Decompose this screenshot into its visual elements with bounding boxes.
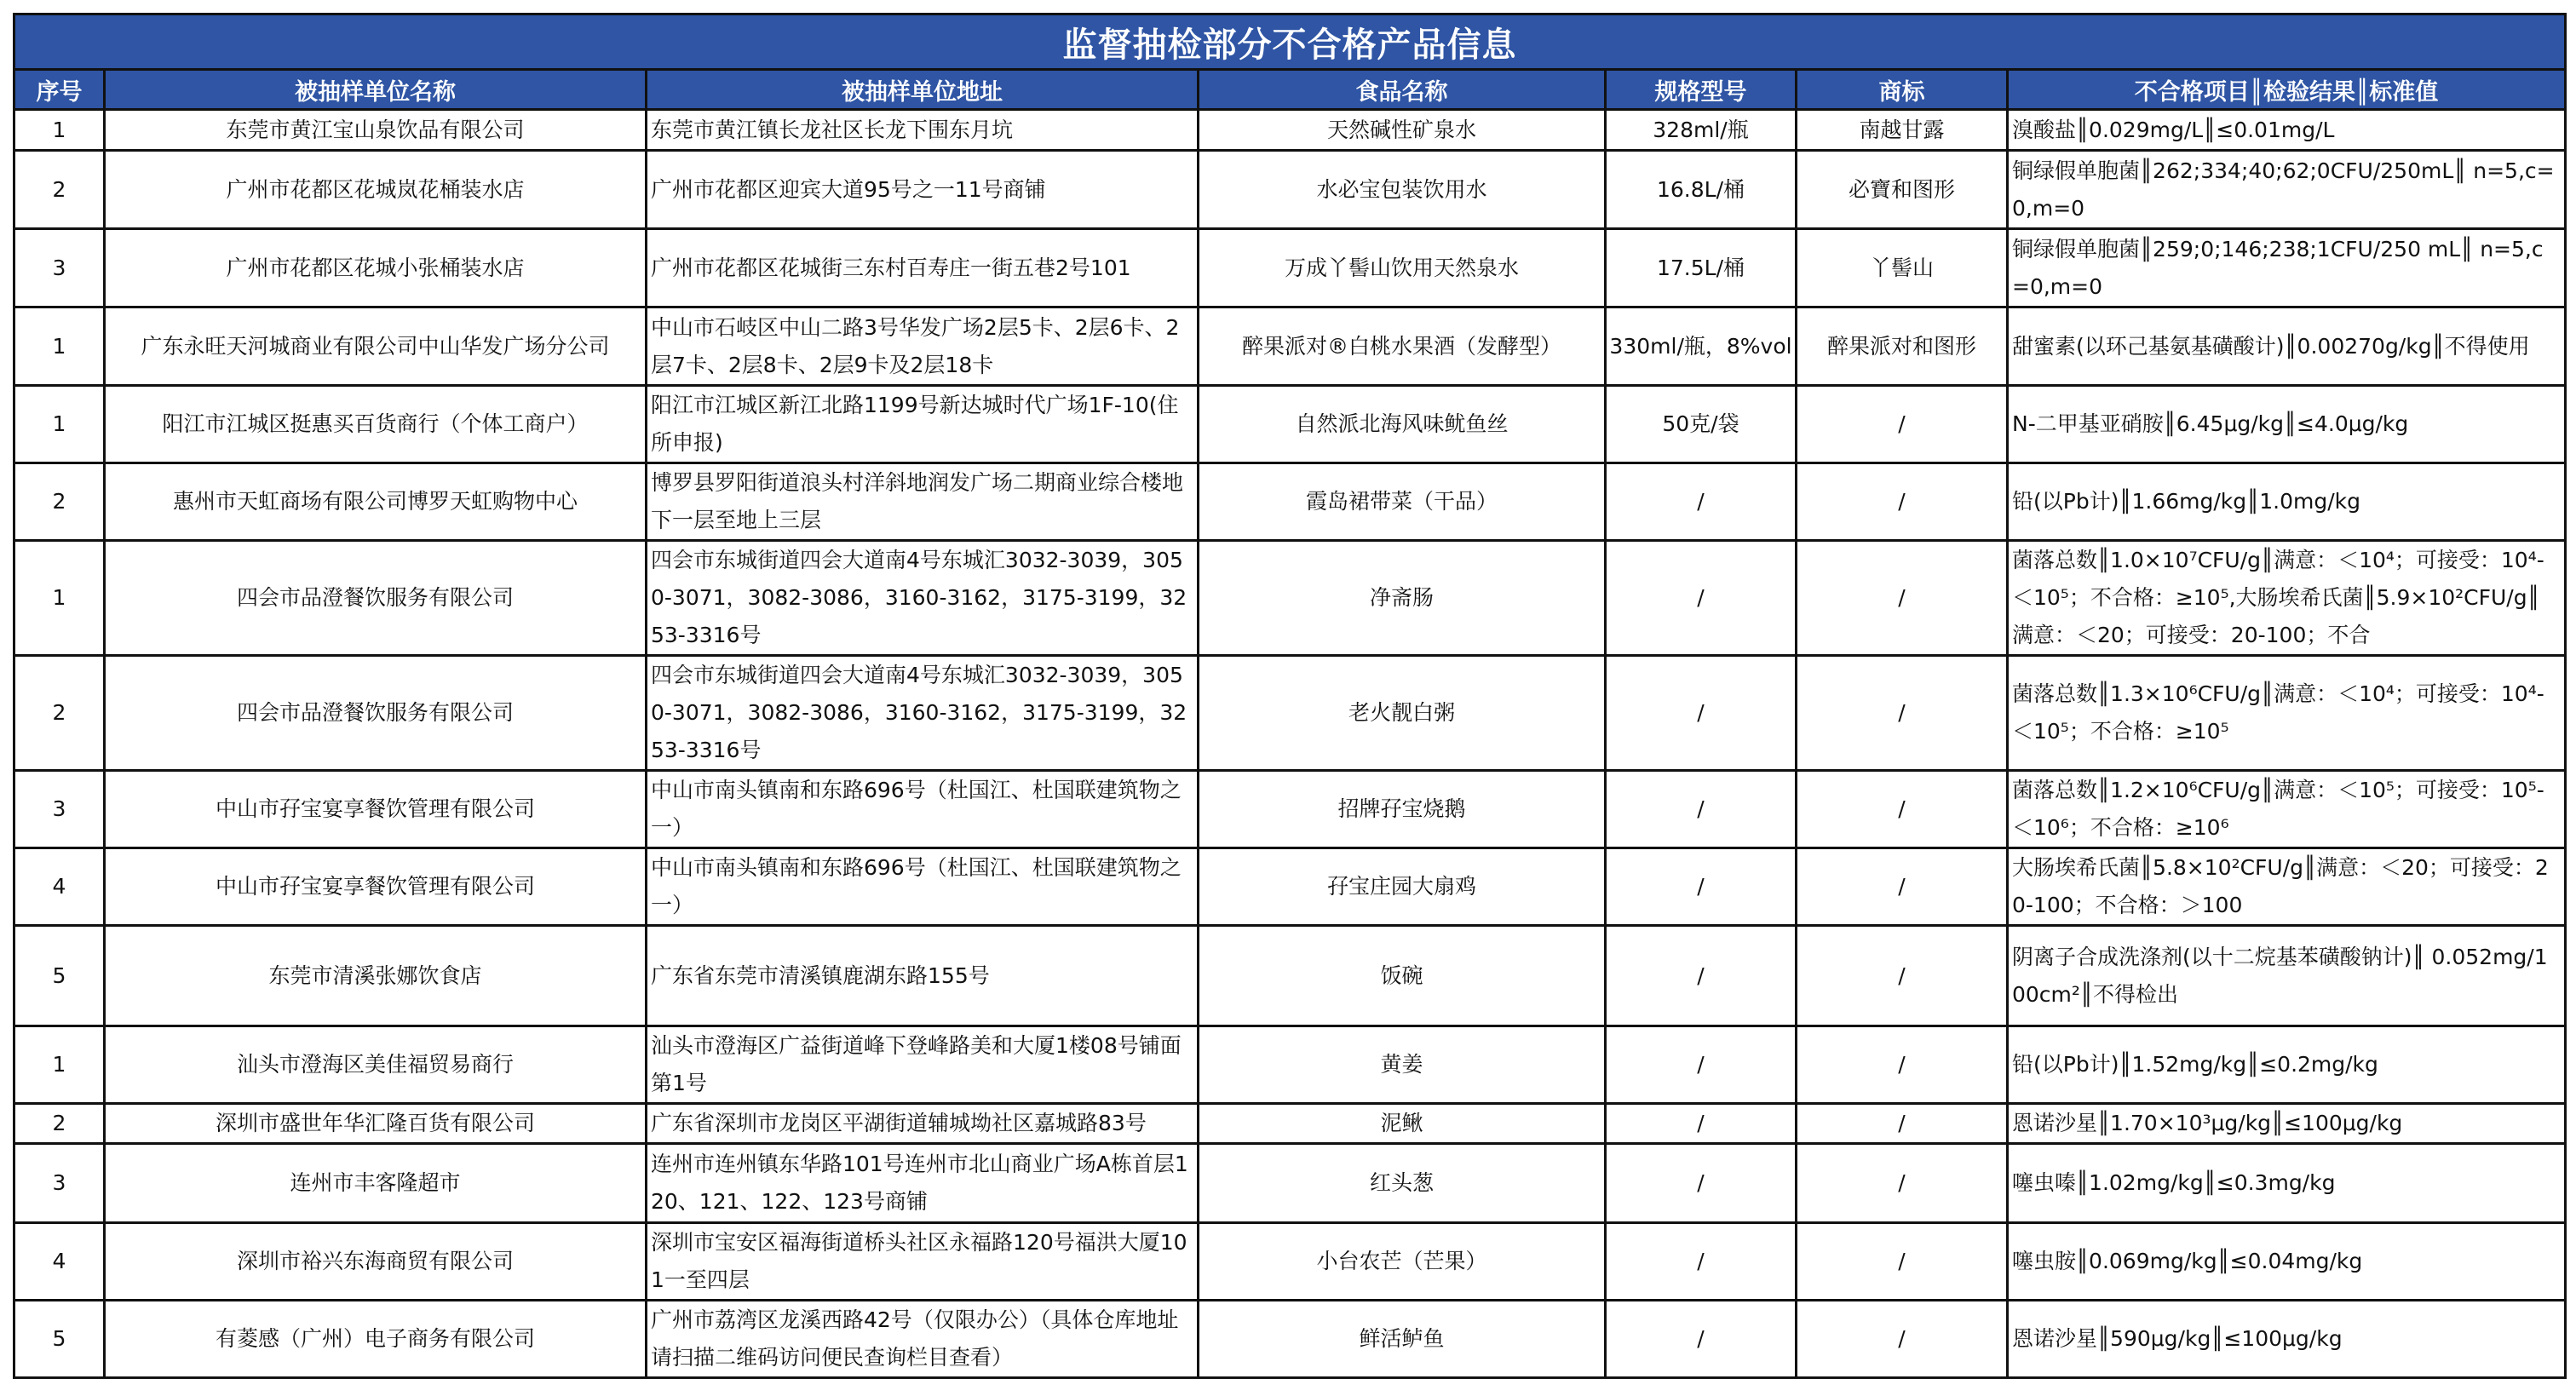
cell-text-unit_name: 阳江市江城区挺惠买百货商行（个体工商户） (162, 411, 589, 436)
table-row (14, 307, 2566, 386)
column-header-row (14, 70, 2566, 110)
cell-result (2008, 386, 2566, 463)
cell-text-food_name: 净斋肠 (1369, 585, 1434, 610)
cell-food-name (1199, 771, 1606, 848)
cell-spec (1606, 1026, 1797, 1104)
cell-result (2008, 1301, 2566, 1378)
cell-unit-address (647, 229, 1199, 307)
cell-text-spec: 330ml/瓶，8%vol (1609, 333, 1792, 359)
cell-spec (1606, 386, 1797, 463)
cell-result (2008, 1144, 2566, 1223)
cell-text-spec: / (1697, 700, 1705, 725)
cell-brand (1797, 1144, 2008, 1223)
cell-text-unit_address: 四会市东城街道四会大道南4号东城汇3032-3039，3050-3071，3082-3086，3160-3162，3175-3199，3253-3316号 (651, 548, 1187, 647)
cell-seq (14, 926, 105, 1026)
cell-spec (1606, 848, 1797, 926)
cell-text-brand: / (1898, 1111, 1906, 1135)
cell-text-brand: 南越甘露 (1859, 117, 1945, 142)
cell-text-spec: 16.8L/桶 (1656, 176, 1745, 202)
cell-spec (1606, 771, 1797, 848)
cell-text-brand: 丫髻山 (1869, 255, 1934, 280)
table-row (14, 1223, 2566, 1301)
cell-text-result: 阴离子合成洗涤剂(以十二烷基苯磺酸钠计)║ 0.052mg/100cm²║不得检出 (2012, 944, 2548, 1007)
cell-unit-address (647, 386, 1199, 463)
cell-food-name (1199, 1223, 1606, 1301)
cell-unit-name (105, 1144, 647, 1223)
cell-text-brand: / (1898, 411, 1906, 436)
cell-spec (1606, 541, 1797, 656)
cell-food-name (1199, 463, 1606, 541)
cell-text-spec: / (1697, 489, 1705, 514)
column-header-spec: 规格型号 (1606, 70, 1797, 110)
cell-seq (14, 307, 105, 386)
cell-brand (1797, 541, 2008, 656)
cell-unit-address (647, 848, 1199, 926)
table-row (14, 1301, 2566, 1378)
cell-text-food_name: 泥鳅 (1380, 1111, 1423, 1135)
table-row (14, 229, 2566, 307)
cell-brand (1797, 848, 2008, 926)
cell-text-unit_address: 阳江市江城区新江北路1199号新达城时代广场1F-10(住所申报) (651, 393, 1179, 455)
cell-unit-address (647, 926, 1199, 1026)
cell-seq (14, 151, 105, 229)
cell-seq (14, 771, 105, 848)
cell-spec (1606, 1144, 1797, 1223)
cell-text-unit_name: 惠州市天虹商场有限公司博罗天虹购物中心 (172, 489, 578, 514)
cell-text-brand: / (1898, 874, 1906, 899)
cell-text-spec: / (1697, 1249, 1705, 1273)
cell-text-food_name: 招牌孖宝烧鹅 (1337, 796, 1466, 821)
cell-text-food_name: 黄姜 (1380, 1052, 1423, 1077)
cell-text-unit_address: 中山市石岐区中山二路3号华发广场2层5卡、2层6卡、2层7卡、2层8卡、2层9卡及2层18卡 (651, 314, 1180, 377)
cell-food-name (1199, 1026, 1606, 1104)
cell-text-spec: / (1697, 1170, 1705, 1195)
cell-text-food_name: 霞岛裙带菜（干品） (1305, 489, 1498, 514)
cell-result (2008, 656, 2566, 771)
cell-unit-name (105, 926, 647, 1026)
cell-text-unit_name: 连州市丰客隆超市 (290, 1170, 461, 1195)
cell-text-unit_name: 广州市花都区花城岚花桶装水店 (226, 176, 525, 202)
cell-food-name (1199, 1144, 1606, 1223)
cell-text-brand: / (1898, 1326, 1906, 1351)
cell-text-food_name: 自然派北海风味鱿鱼丝 (1295, 411, 1509, 436)
cell-text-unit_name: 广州市花都区花城小张桶装水店 (226, 255, 525, 280)
cell-seq (14, 463, 105, 541)
cell-text-unit_address: 广州市荔湾区龙溪西路42号（仅限办公）（具体仓库地址请扫描二维码访问便民查询栏目查看） (651, 1307, 1179, 1370)
table-row (14, 541, 2566, 656)
cell-text-result: 铜绿假单胞菌║262;334;40;62;0CFU/250mL║ n=5,c=0,m=0 (2012, 158, 2555, 221)
cell-result (2008, 229, 2566, 307)
spreadsheet (13, 13, 2564, 1379)
cell-brand (1797, 110, 2008, 151)
cell-unit-address (647, 541, 1199, 656)
cell-text-seq: 3 (52, 796, 66, 821)
cell-text-unit_address: 连州市连州镇东华路101号连州市北山商业广场A栋首层120、121、122、123号商铺 (651, 1152, 1188, 1214)
cell-spec (1606, 110, 1797, 151)
cell-unit-name (105, 848, 647, 926)
cell-text-unit_name: 中山市孖宝宴享餐饮管理有限公司 (215, 874, 535, 899)
cell-text-unit_name: 中山市孖宝宴享餐饮管理有限公司 (215, 796, 535, 821)
cell-result (2008, 110, 2566, 151)
cell-text-result: 菌落总数║1.0×10⁷CFU/g║满意：＜10⁴；可接受：10⁴-＜10⁵；不合格：≥10⁵,大肠埃希氏菌║5.9×10²CFU/g║满意：＜20；可接受：20-100；不合 (2012, 548, 2544, 647)
cell-unit-name (105, 463, 647, 541)
cell-seq (14, 229, 105, 307)
cell-spec (1606, 656, 1797, 771)
cell-unit-name (105, 656, 647, 771)
cell-unit-address (647, 151, 1199, 229)
cell-food-name (1199, 1104, 1606, 1144)
cell-result (2008, 926, 2566, 1026)
cell-brand (1797, 463, 2008, 541)
cell-brand (1797, 926, 2008, 1026)
cell-text-unit_name: 东莞市清溪张娜饮食店 (268, 962, 482, 988)
cell-text-brand: 醉果派对和图形 (1826, 333, 1976, 359)
cell-text-unit_address: 博罗县罗阳街道浪头村洋斜地润发广场二期商业综合楼地下一层至地上三层 (651, 470, 1184, 532)
cell-text-brand: / (1898, 796, 1906, 821)
cell-text-seq: 2 (52, 700, 66, 725)
cell-unit-name (105, 386, 647, 463)
cell-brand (1797, 307, 2008, 386)
cell-unit-name (105, 541, 647, 656)
cell-text-result: 溴酸盐║0.029mg/L║≤0.01mg/L (2012, 117, 2335, 142)
cell-brand (1797, 1026, 2008, 1104)
table-row (14, 771, 2566, 848)
cell-unit-name (105, 1104, 647, 1144)
cell-text-seq: 1 (52, 411, 66, 436)
cell-text-brand: 必寶和图形 (1848, 176, 1955, 202)
cell-text-food_name: 水必宝包装饮用水 (1316, 176, 1487, 202)
cell-text-seq: 4 (52, 1249, 66, 1273)
cell-text-seq: 1 (52, 1052, 66, 1077)
table-row (14, 1104, 2566, 1144)
cell-unit-address (647, 1223, 1199, 1301)
cell-text-result: 噻虫嗪║1.02mg/kg║≤0.3mg/kg (2012, 1170, 2336, 1195)
cell-text-unit_name: 深圳市裕兴东海商贸有限公司 (236, 1249, 514, 1273)
column-header-result: 不合格项目║检验结果║标准值 (2008, 70, 2566, 110)
cell-text-spec: 17.5L/桶 (1656, 255, 1745, 280)
cell-unit-name (105, 1223, 647, 1301)
cell-result (2008, 848, 2566, 926)
cell-result (2008, 463, 2566, 541)
table-row (14, 1026, 2566, 1104)
cell-text-seq: 1 (52, 585, 66, 610)
cell-unit-address (647, 656, 1199, 771)
cell-spec (1606, 229, 1797, 307)
cell-seq (14, 1301, 105, 1378)
cell-text-spec: / (1697, 874, 1705, 899)
cell-text-unit_name: 汕头市澄海区美佳福贸易商行 (236, 1052, 514, 1077)
cell-text-result: 菌落总数║1.2×10⁶CFU/g║满意：＜10⁵；可接受：10⁵-＜10⁶；不合格：≥10⁶ (2012, 778, 2544, 840)
cell-brand (1797, 771, 2008, 848)
cell-text-seq: 3 (52, 1170, 66, 1195)
cell-text-unit_address: 中山市南头镇南和东路696号（杜国江、杜国联建筑物之一） (651, 855, 1182, 917)
cell-result (2008, 1223, 2566, 1301)
cell-text-seq: 5 (52, 962, 66, 988)
cell-result (2008, 151, 2566, 229)
cell-text-unit_address: 四会市东城街道四会大道南4号东城汇3032-3039，3050-3071，3082-3086，3160-3162，3175-3199，3253-3316号 (651, 663, 1187, 762)
cell-food-name (1199, 656, 1606, 771)
cell-text-brand: / (1898, 962, 1906, 988)
cell-seq (14, 1104, 105, 1144)
cell-text-result: 铅(以Pb计)║1.66mg/kg║1.0mg/kg (2012, 489, 2360, 514)
cell-text-spec: 328ml/瓶 (1653, 117, 1749, 142)
cell-text-seq: 2 (52, 489, 66, 514)
cell-unit-address (647, 307, 1199, 386)
cell-food-name (1199, 307, 1606, 386)
cell-text-food_name: 醉果派对®白桃水果酒（发酵型） (1241, 333, 1561, 359)
cell-seq (14, 541, 105, 656)
cell-seq (14, 1144, 105, 1223)
cell-text-seq: 2 (52, 1111, 66, 1135)
cell-brand (1797, 386, 2008, 463)
cell-text-food_name: 万成丫髻山饮用天然泉水 (1284, 255, 1519, 280)
cell-unit-name (105, 1026, 647, 1104)
cell-spec (1606, 1223, 1797, 1301)
cell-text-unit_address: 广州市花都区迎宾大道95号之一11号商铺 (651, 176, 1046, 202)
cell-text-unit_address: 广东省东莞市清溪镇鹿湖东路155号 (651, 962, 990, 988)
cell-text-result: 大肠埃希氏菌║5.8×10²CFU/g║满意：＜20；可接受：20-100；不合格：＞100 (2012, 855, 2549, 917)
cell-seq (14, 1026, 105, 1104)
cell-unit-name (105, 1301, 647, 1378)
cell-food-name (1199, 151, 1606, 229)
cell-text-unit_name: 四会市品澄餐饮服务有限公司 (236, 700, 514, 725)
cell-text-brand: / (1898, 1170, 1906, 1195)
cell-seq (14, 848, 105, 926)
cell-text-spec: / (1697, 1326, 1705, 1351)
cell-text-unit_address: 中山市南头镇南和东路696号（杜国江、杜国联建筑物之一） (651, 778, 1182, 840)
cell-seq (14, 1223, 105, 1301)
cell-unit-address (647, 1104, 1199, 1144)
cell-text-result: 恩诺沙星║1.70×10³μg/kg║≤100μg/kg (2012, 1111, 2403, 1135)
cell-seq (14, 110, 105, 151)
cell-text-spec: 50克/袋 (1662, 411, 1739, 436)
column-header-unit-name: 被抽样单位名称 (105, 70, 647, 110)
cell-spec (1606, 1301, 1797, 1378)
table-row (14, 110, 2566, 151)
cell-spec (1606, 1104, 1797, 1144)
cell-food-name (1199, 229, 1606, 307)
cell-unit-name (105, 771, 647, 848)
cell-result (2008, 541, 2566, 656)
table-row (14, 848, 2566, 926)
column-header-food-name: 食品名称 (1199, 70, 1606, 110)
cell-result (2008, 1104, 2566, 1144)
cell-food-name (1199, 110, 1606, 151)
page-title: 监督抽检部分不合格产品信息 (14, 14, 2566, 70)
cell-food-name (1199, 1301, 1606, 1378)
cell-text-result: N-二甲基亚硝胺║6.45μg/kg║≤4.0μg/kg (2012, 411, 2409, 436)
cell-unit-address (647, 110, 1199, 151)
cell-text-seq: 2 (52, 176, 66, 202)
cell-unit-address (647, 1144, 1199, 1223)
cell-text-result: 铅(以Pb计)║1.52mg/kg║≤0.2mg/kg (2012, 1052, 2378, 1077)
cell-unit-address (647, 463, 1199, 541)
table-row (14, 656, 2566, 771)
cell-unit-address (647, 1026, 1199, 1104)
cell-text-brand: / (1898, 700, 1906, 725)
cell-seq (14, 656, 105, 771)
cell-food-name (1199, 541, 1606, 656)
cell-text-brand: / (1898, 585, 1906, 610)
cell-text-unit_name: 有菱感（广州）电子商务有限公司 (215, 1326, 535, 1351)
table-row (14, 926, 2566, 1026)
column-header-seq: 序号 (14, 70, 105, 110)
cell-text-spec: / (1697, 1111, 1705, 1135)
cell-text-food_name: 鲜活鲈鱼 (1359, 1326, 1445, 1351)
cell-text-unit_name: 四会市品澄餐饮服务有限公司 (236, 585, 514, 610)
cell-text-spec: / (1697, 585, 1705, 610)
cell-text-spec: / (1697, 962, 1705, 988)
cell-text-unit_address: 东莞市黄江镇长龙社区长龙下围东月坑 (651, 117, 1014, 142)
cell-unit-name (105, 110, 647, 151)
cell-food-name (1199, 386, 1606, 463)
cell-text-brand: / (1898, 489, 1906, 514)
cell-unit-address (647, 771, 1199, 848)
cell-result (2008, 1026, 2566, 1104)
cell-result (2008, 771, 2566, 848)
cell-result (2008, 307, 2566, 386)
table-row (14, 386, 2566, 463)
cell-text-unit_name: 深圳市盛世年华汇隆百货有限公司 (215, 1111, 535, 1135)
cell-text-brand: / (1898, 1052, 1906, 1077)
cell-unit-address (647, 1301, 1199, 1378)
cell-text-unit_name: 广东永旺天河城商业有限公司中山华发广场分公司 (141, 333, 610, 359)
cell-unit-name (105, 151, 647, 229)
cell-text-result: 恩诺沙星║590μg/kg║≤100μg/kg (2012, 1326, 2343, 1351)
cell-text-unit_address: 广州市花都区花城街三东村百寿庄一街五巷2号101 (651, 255, 1131, 280)
cell-text-seq: 1 (52, 117, 66, 142)
cell-text-food_name: 饭碗 (1380, 962, 1423, 988)
column-header-brand: 商标 (1797, 70, 2008, 110)
cell-unit-name (105, 229, 647, 307)
cell-spec (1606, 151, 1797, 229)
cell-text-unit_name: 东莞市黄江宝山泉饮品有限公司 (226, 117, 525, 142)
cell-brand (1797, 1104, 2008, 1144)
cell-text-result: 噻虫胺║0.069mg/kg║≤0.04mg/kg (2012, 1249, 2363, 1273)
cell-text-unit_address: 广东省深圳市龙岗区平湖街道辅城坳社区嘉城路83号 (651, 1111, 1147, 1135)
cell-text-unit_address: 汕头市澄海区广益街道峰下登峰路美和大厦1楼08号铺面第1号 (651, 1033, 1182, 1095)
cell-brand (1797, 656, 2008, 771)
cell-text-seq: 3 (52, 255, 66, 280)
cell-text-seq: 4 (52, 874, 66, 899)
nonconforming-products-table (13, 13, 2567, 1379)
cell-text-seq: 5 (52, 1326, 66, 1351)
cell-text-brand: / (1898, 1249, 1906, 1273)
cell-text-spec: / (1697, 796, 1705, 821)
table-row (14, 151, 2566, 229)
cell-food-name (1199, 926, 1606, 1026)
cell-spec (1606, 463, 1797, 541)
cell-spec (1606, 926, 1797, 1026)
cell-food-name (1199, 848, 1606, 926)
cell-text-spec: / (1697, 1052, 1705, 1077)
cell-text-food_name: 红头葱 (1369, 1170, 1434, 1195)
cell-brand (1797, 151, 2008, 229)
table-row (14, 463, 2566, 541)
cell-text-unit_address: 深圳市宝安区福海街道桥头社区永福路120号福洪大厦101一至四层 (651, 1230, 1187, 1292)
cell-seq (14, 386, 105, 463)
cell-text-food_name: 孖宝庄园大扇鸡 (1326, 874, 1476, 899)
cell-brand (1797, 229, 2008, 307)
cell-text-food_name: 老火靓白粥 (1348, 700, 1455, 725)
table-row (14, 1144, 2566, 1223)
cell-brand (1797, 1301, 2008, 1378)
cell-text-result: 菌落总数║1.3×10⁶CFU/g║满意：＜10⁴；可接受：10⁴-＜10⁵；不合格：≥10⁵ (2012, 681, 2544, 744)
cell-spec (1606, 307, 1797, 386)
cell-text-result: 铜绿假单胞菌║259;0;146;238;1CFU/250 mL║ n=5,c=0,m=0 (2012, 236, 2544, 299)
cell-text-food_name: 小台农芒（芒果） (1316, 1249, 1487, 1273)
cell-text-seq: 1 (52, 333, 66, 359)
cell-text-food_name: 天然碱性矿泉水 (1326, 117, 1476, 142)
cell-brand (1797, 1223, 2008, 1301)
cell-unit-name (105, 307, 647, 386)
column-header-unit-address: 被抽样单位地址 (647, 70, 1199, 110)
cell-text-result: 甜蜜素(以环己基氨基磺酸计)║0.00270g/kg║不得使用 (2012, 333, 2530, 359)
